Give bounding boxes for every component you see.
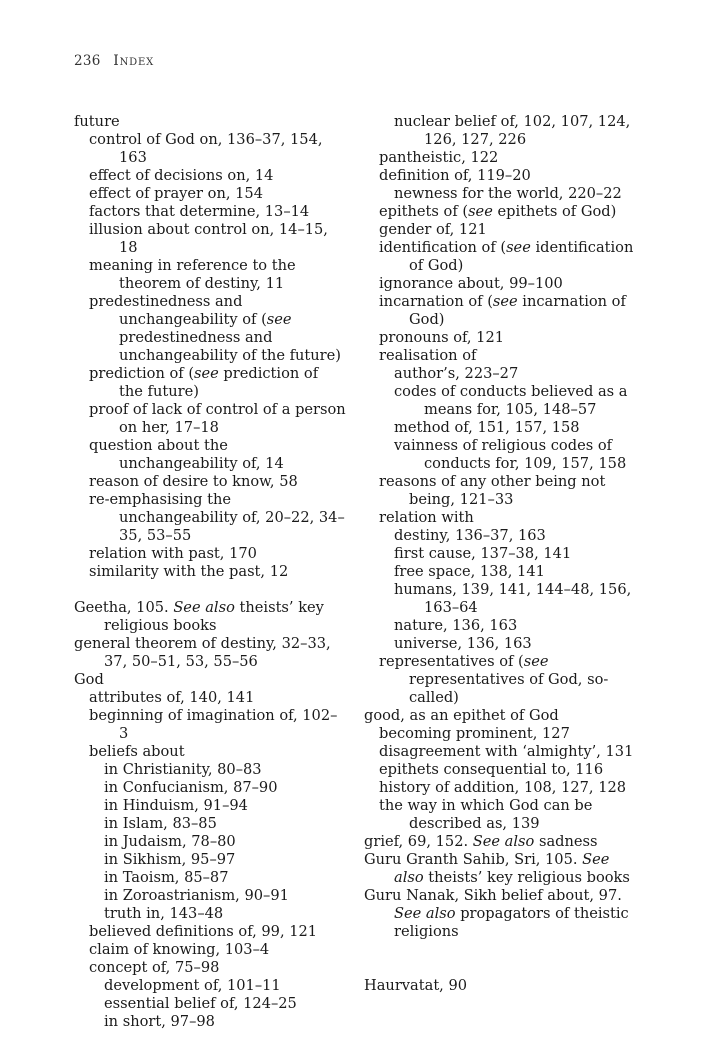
index-entry	[364, 707, 634, 725]
cross-reference-italic: see	[468, 203, 493, 220]
entry-text: nuclear belief of, 102, 107, 124, 126, 127, 226	[394, 113, 631, 148]
index-subentry	[104, 779, 346, 797]
entry-text: in Taoism, 85–87	[104, 869, 229, 886]
index-subentry	[89, 959, 346, 977]
entry-text: epithets consequential to, 116	[379, 761, 604, 778]
cross-reference-italic: See also	[173, 599, 235, 616]
index-subentry	[379, 473, 634, 509]
index-subentry	[394, 419, 634, 437]
entry-text: effect of prayer on, 154	[89, 185, 263, 202]
index-subentry	[104, 851, 346, 869]
entry-text: believed definitions of, 99, 121	[89, 923, 318, 940]
index-subentry	[394, 113, 634, 149]
index-subentry	[89, 203, 346, 221]
index-subentry	[394, 617, 634, 635]
running-title: Index	[113, 53, 154, 69]
entry-text: predestinedness and unchangeability of (	[89, 293, 267, 328]
entry-text: pronouns of, 121	[379, 329, 505, 346]
entry-text: Guru Granth Sahib, Sri, 105.	[364, 851, 583, 868]
index-entry	[364, 851, 634, 887]
index-subentry	[394, 383, 634, 419]
entry-text: concept of, 75–98	[89, 959, 220, 976]
index-column-right	[364, 113, 634, 995]
index-subentry	[379, 149, 634, 167]
entry-gap	[364, 941, 634, 959]
entry-text: propagators of theistic religions	[394, 905, 629, 940]
entry-text: claim of knowing, 103–4	[89, 941, 270, 958]
index-subentry	[379, 239, 634, 275]
index-subentry	[379, 761, 634, 779]
entry-text: in Islam, 83–85	[104, 815, 217, 832]
entry-text: codes of conducts believed as a means for, 105, 148–57	[394, 383, 628, 418]
index-subentry	[89, 401, 346, 437]
index-subentry	[89, 131, 346, 167]
entry-text: representatives of (	[379, 653, 524, 670]
index-subentry	[89, 545, 346, 563]
index-subentry	[89, 293, 346, 365]
index-subentry	[104, 995, 346, 1013]
index-subentry	[394, 545, 634, 563]
entry-text: history of addition, 108, 127, 128	[379, 779, 627, 796]
entry-text: in Christianity, 80–83	[104, 761, 262, 778]
page-number: 236	[74, 53, 101, 69]
index-subentry	[89, 167, 346, 185]
index-subentry	[379, 725, 634, 743]
cross-reference-italic: see	[194, 365, 219, 382]
index-subentry	[379, 653, 634, 707]
entry-text: pantheistic, 122	[379, 149, 499, 166]
index-subentry	[379, 203, 634, 221]
entry-text: destiny, 136–37, 163	[394, 527, 546, 544]
entry-text: prediction of the future)	[119, 365, 319, 400]
entry-text: in Zoroastrianism, 90–91	[104, 887, 289, 904]
index-subentry	[89, 689, 346, 707]
index-subentry	[394, 563, 634, 581]
entry-text: development of, 101–11	[104, 977, 281, 994]
index-subentry	[104, 887, 346, 905]
entry-text: in Confucianism, 87–90	[104, 779, 278, 796]
index-subentry	[89, 257, 346, 293]
index-entry	[364, 887, 634, 941]
entry-text: ignorance about, 99–100	[379, 275, 563, 292]
index-subentry	[379, 779, 634, 797]
index-subentry	[379, 329, 634, 347]
entry-text: proof of lack of control of a person on her, 17–18	[89, 401, 346, 436]
entry-text: in Sikhism, 95–97	[104, 851, 236, 868]
index-subentry	[394, 635, 634, 653]
index-subentry	[379, 293, 634, 329]
index-subentry	[379, 743, 634, 761]
entry-text: future	[74, 113, 120, 130]
entry-text: theists’ key religious books	[104, 599, 324, 634]
entry-text: representatives of God, so-called)	[409, 671, 609, 706]
entry-text: reasons of any other being not being, 121–33	[379, 473, 606, 508]
index-subentry	[394, 437, 634, 473]
entry-text: first cause, 137–38, 141	[394, 545, 572, 562]
entry-text: predestinedness and unchangeability of the future)	[119, 329, 341, 364]
index-entry	[74, 113, 346, 131]
index-subentry	[104, 815, 346, 833]
index-subentry	[104, 761, 346, 779]
entry-text: incarnation of God)	[409, 293, 626, 328]
entry-text: the way in which God can be described as, 139	[379, 797, 593, 832]
index-subentry	[89, 221, 346, 257]
entry-text: meaning in reference to the theorem of destiny, 11	[89, 257, 296, 292]
entry-text: free space, 138, 141	[394, 563, 545, 580]
entry-text: epithets of (	[379, 203, 469, 220]
index-subentry	[379, 797, 634, 833]
entry-text: beliefs about	[89, 743, 185, 760]
index-subentry	[379, 509, 634, 527]
index-subentry	[379, 221, 634, 239]
index-subentry	[379, 167, 634, 185]
entry-gap	[364, 959, 634, 977]
index-subentry	[89, 473, 346, 491]
running-head	[74, 53, 154, 69]
entry-text: Guru Nanak, Sikh belief about, 97.	[364, 887, 622, 904]
index-subentry	[89, 941, 346, 959]
entry-text: humans, 139, 141, 144–48, 156, 163–64	[394, 581, 632, 616]
entry-text: beginning of imagination of, 102–3	[89, 707, 338, 742]
cross-reference-italic: See also	[394, 851, 610, 886]
entry-text: identification of (	[379, 239, 507, 256]
entry-text: effect of decisions on, 14	[89, 167, 274, 184]
entry-text: becoming prominent, 127	[379, 725, 570, 742]
entry-text: epithets of God)	[492, 203, 617, 220]
index-subentry	[104, 977, 346, 995]
entry-text: question about the unchangeability of, 14	[89, 437, 284, 472]
index-entry	[364, 833, 634, 851]
entry-text: similarity with the past, 12	[89, 563, 289, 580]
cross-reference-italic: see	[506, 239, 531, 256]
entry-text: good, as an epithet of God	[364, 707, 559, 724]
index-subentry	[379, 275, 634, 293]
index-entry	[364, 977, 634, 995]
entry-text: relation with past, 170	[89, 545, 257, 562]
entry-text: disagreement with ‘almighty’, 131	[379, 743, 634, 760]
index-subentry	[104, 797, 346, 815]
entry-text: nature, 136, 163	[394, 617, 518, 634]
entry-text: general theorem of destiny, 32–33, 37, 50–51, 53, 55–56	[74, 635, 331, 670]
entry-text: truth in, 143–48	[104, 905, 224, 922]
index-subentry	[89, 743, 346, 761]
entry-text: prediction of (	[89, 365, 195, 382]
entry-text: theists’ key religious books	[423, 869, 630, 886]
cross-reference-italic: see	[266, 311, 292, 328]
index-subentry	[394, 185, 634, 203]
entry-text: definition of, 119–20	[379, 167, 531, 184]
index-subentry	[89, 923, 346, 941]
entry-text: Haurvatat, 90	[364, 977, 468, 994]
index-subentry	[89, 563, 346, 581]
cross-reference-italic: see	[523, 653, 549, 670]
entry-text: sadness	[534, 833, 598, 850]
index-subentry	[104, 869, 346, 887]
entry-text: realisation of	[379, 347, 477, 364]
entry-text: Geetha, 105.	[74, 599, 174, 616]
entry-text: incarnation of (	[379, 293, 493, 310]
index-entry	[74, 671, 346, 689]
index-subentry	[89, 491, 346, 545]
cross-reference-italic: See also	[394, 905, 456, 922]
entry-text: gender of, 121	[379, 221, 487, 238]
entry-gap	[74, 581, 346, 599]
cross-reference-italic: see	[492, 293, 518, 310]
index-subentry	[104, 905, 346, 923]
entry-text: reason of desire to know, 58	[89, 473, 298, 490]
entry-text: essential belief of, 124–25	[104, 995, 297, 1012]
index-entry	[74, 635, 346, 671]
entry-text: in Hinduism, 91–94	[104, 797, 248, 814]
entry-text: method of, 151, 157, 158	[394, 419, 580, 436]
entry-text: in Judaism, 78–80	[104, 833, 236, 850]
entry-text: in short, 97–98	[104, 1013, 215, 1030]
entry-text: grief, 69, 152.	[364, 833, 473, 850]
index-subentry	[104, 1013, 346, 1031]
entry-text: newness for the world, 220–22	[394, 185, 622, 202]
cross-reference-italic: See also	[472, 833, 535, 850]
index-subentry	[89, 437, 346, 473]
index-subentry	[379, 347, 634, 365]
index-subentry	[394, 581, 634, 617]
entry-text: re-emphasising the unchangeability of, 20–22, 34–35, 53–55	[89, 491, 345, 544]
index-subentry	[89, 185, 346, 203]
entry-text: vainness of religious codes of conducts for, 109, 157, 158	[394, 437, 627, 472]
entry-text: author’s, 223–27	[394, 365, 519, 382]
entry-text: illusion about control on, 14–15, 18	[89, 221, 328, 256]
index-entry	[74, 599, 346, 635]
entry-text: God	[74, 671, 104, 688]
entry-text: attributes of, 140, 141	[89, 689, 255, 706]
entry-text: universe, 136, 163	[394, 635, 532, 652]
index-column-left	[74, 113, 346, 1031]
entry-text: control of God on, 136–37, 154, 163	[89, 131, 323, 166]
entry-text: identification of God)	[409, 239, 634, 274]
index-subentry	[89, 707, 346, 743]
entry-text: relation with	[379, 509, 474, 526]
index-subentry	[394, 527, 634, 545]
index-subentry	[394, 365, 634, 383]
entry-text: factors that determine, 13–14	[89, 203, 310, 220]
index-subentry	[89, 365, 346, 401]
index-subentry	[104, 833, 346, 851]
